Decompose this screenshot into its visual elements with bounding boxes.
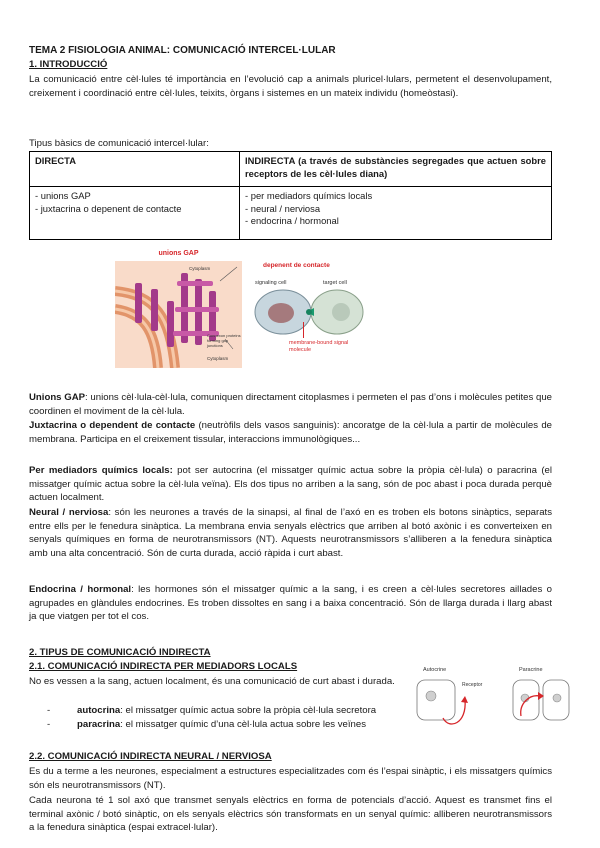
document-title: TEMA 2 FISIOLOGIA ANIMAL: COMUNICACIÓ INTERCEL·LULAR <box>29 45 336 56</box>
autocrine-paracrine-figure <box>409 664 572 726</box>
juxtacrine-text: (neutròfils dels vasos sanguinis): ancoratge de la cèl·lula a partir de molècules de membrana. Participa en el creixement tissular, interaccions immunològiques... <box>29 420 552 445</box>
neural-definition <box>29 506 552 560</box>
types-label: Tipus bàsics de comunicació intercel·lular: <box>29 138 209 149</box>
gap-junction-figure <box>115 250 242 370</box>
contact-label-membrane: membrane-bound signal molecule <box>289 340 349 353</box>
neural-term: Neural / nerviosa <box>29 507 109 518</box>
section-1-heading: 1. INTRODUCCIÓ <box>29 59 108 70</box>
gap-term: Unions GAP <box>29 392 86 403</box>
local-mediators-term: Per mediadors químics locals: <box>29 465 173 476</box>
table-cell-direct <box>30 187 240 240</box>
autocrine-text: : el missatger químic actua sobre la pròpia cèl·lula secretora <box>120 705 377 716</box>
endocrine-term: Endocrina / hormonal <box>29 584 132 595</box>
gap-junction-illustration <box>115 261 242 368</box>
paracrine-term: paracrina <box>77 719 121 730</box>
neural-text: : són les neurones a través de la sinapsi, al final de l’axó en es troben els botons sinàptics, separats entre ells per le fenedura sinàptica. La membrana envia senyals elèctrics que arriben al botó axònic i es converteixen en senyals químiques en forma de neurotransmissors (NT). Aquests neurotransmissors s’alliberen a la fenedura sinàptica amb una alta concentració. Són de curta durada, acció ràpida i curt abast. <box>29 507 552 559</box>
table-header-direct: DIRECTA <box>30 152 240 187</box>
paracrine-text: : el missatger químic d’una cèl·lula actua sobre les veïnes <box>120 719 367 730</box>
list-item: - unions GAP <box>35 190 91 201</box>
receptor-label: Receptor <box>462 682 483 688</box>
gap-label-cytoplasm-top: Cytoplasm <box>189 266 211 271</box>
gap-label-connexon: Connexon proteins forming gap junctions <box>207 333 241 348</box>
list-item: - neural / nerviosa <box>245 202 321 214</box>
gap-definition <box>29 391 552 418</box>
section-2-1-heading: 2.1. COMUNICACIÓ INDIRECTA PER MEDIADORS LOCALS <box>29 661 298 672</box>
communication-types-table <box>29 151 552 240</box>
neural-paragraph-2: Cada neurona té 1 sol axó que transmet senyals elèctrics en forma de potencials d’acció. Aquest es transmet fins el terminal axònic / botó sinàptic, on els senyals elèctrics són transformats en un senyal químic: alliberen neurotransmissors a la fenedura sinàptica (espai extracel·lular). <box>29 795 552 833</box>
neural-paragraph-1: Es du a terme a les neurones, especialment a estructures especialitzades com és l’espai sinàptic, i els missatgers químics són els neurotransmissors (NT). <box>29 766 552 791</box>
autocrine-paracrine-illustration <box>409 674 572 726</box>
endocrine-definition <box>29 583 552 624</box>
local-mediators-text: pot ser autocrina (el missatger químic actua sobre la pròpia cèl·lula) o paracrina (el missatger químic actua sobre la cèl·lula veïna). Els dos tipus no arriben a la sang, són de poc abast i poca durada perquè actuen localment. <box>29 465 552 503</box>
local-mediators-paragraph: No es vessen a la sang, actuen localment, és una comunicació de curt abast i durada. <box>29 676 395 687</box>
table-cell-indirect <box>240 187 552 240</box>
intro-paragraph: La comunicació entre cèl·lules té importància en l’evolució cap a animals pluricel·lulars, permetent el desenvolupament, creixement i coordinació entre cèl·lules, teixits, òrgans i sistemes en un mateix individu (homeòstasi). <box>29 74 552 99</box>
section-2-heading: 2. TIPUS DE COMUNICACIÓ INDIRECTA <box>29 647 211 658</box>
autocrine-term: autocrina <box>77 705 121 716</box>
contact-figure-title: depenent de contacte <box>263 262 330 269</box>
autocrine-label: Autocrine <box>423 667 447 673</box>
section-2-2-heading: 2.2. COMUNICACIÓ INDIRECTA NEURAL / NERVIOSA <box>29 751 272 762</box>
list-item: - endocrina / hormonal <box>245 215 339 226</box>
list-item <box>29 704 376 718</box>
endocrine-text: : les hormones són el missatger químic a la sang, i es creen a cèl·lules secretores aillades o agrupades en glàndules endocrines. Es troben dissoltes en sang i a baixa concentració. Són de llarga durada i llarg abast ja que viatgen per tot el cos. <box>29 584 552 622</box>
gap-label-cytoplasm-bottom: Cytoplasm <box>207 356 229 361</box>
bullet-dash: - <box>47 705 51 716</box>
contact-label-target: target cell <box>323 280 347 286</box>
contact-label-signaling: signaling cell <box>255 280 287 286</box>
list-item: - per mediadors químics locals <box>245 190 373 201</box>
table-header-indirect: INDIRECTA (a través de substàncies segregades que actuen sobre receptors de les cèl·lules diana) <box>240 152 552 187</box>
list-item <box>29 718 366 732</box>
bullet-dash: - <box>47 719 51 730</box>
gap-figure-title: unions GAP <box>158 250 199 257</box>
juxtacrine-definition <box>29 419 552 446</box>
gap-text: : unions cèl·lula-cèl·lula, comuniquen directament citoplasmes i permeten el pas d’ons i molècules petites que coordinen el moviment de la cèl·lula. <box>29 392 552 417</box>
membrane-signal-pointer <box>303 322 311 338</box>
juxtacrine-term: Juxtacrina o dependent de contacte <box>29 420 196 431</box>
list-item: - juxtacrina o depenent de contacte <box>35 202 182 214</box>
local-mediators-definition <box>29 464 552 505</box>
paracrine-label: Paracrine <box>519 667 543 673</box>
contact-dependent-figure <box>251 262 369 370</box>
